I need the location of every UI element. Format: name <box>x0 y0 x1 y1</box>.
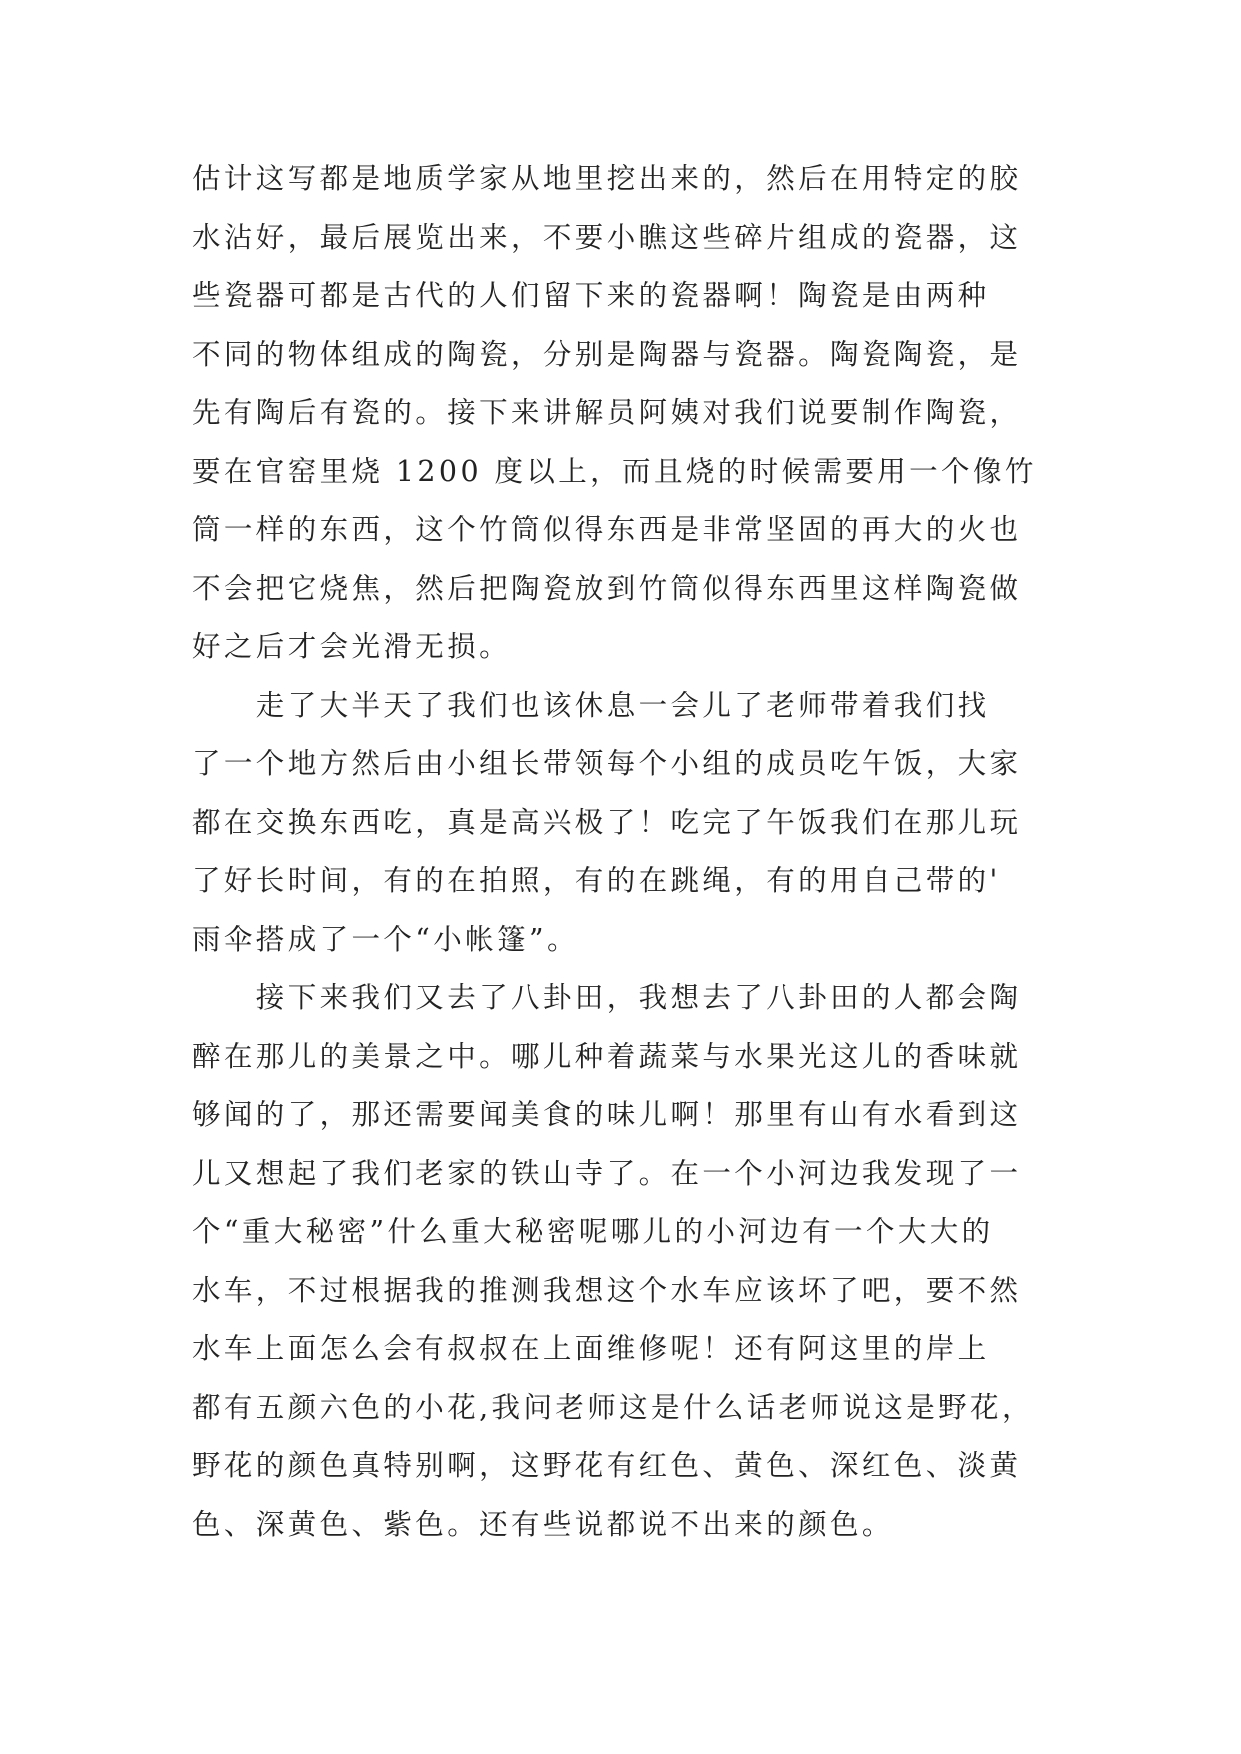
text-line: 水车，不过根据我的推测我想这个水车应该坏了吧，要不然 <box>192 1273 1022 1307</box>
text-line: 雨伞搭成了一个“小帐篷”。 <box>192 922 579 956</box>
paragraph <box>192 150 1054 677</box>
text-line: 都在交换东西吃，真是高兴极了！吃完了午饭我们在那儿玩 <box>192 805 1022 839</box>
text-line: 筒一样的东西，这个竹筒似得东西是非常坚固的再大的火也 <box>192 513 1022 546</box>
text-line: 先有陶后有瓷的。接下来讲解员阿姨对我们说要制作陶瓷， <box>192 396 1022 429</box>
paragraph <box>192 677 1054 970</box>
text-line: 个“重大秘密”什么重大秘密呢哪儿的小河边有一个大大的 <box>192 1215 994 1248</box>
text-line: 了一个地方然后由小组长带领每个小组的成员吃午饭，大家 <box>192 747 1022 780</box>
text-line: 估计这写都是地质学家从地里挖出来的，然后在用特定的胶 <box>192 162 1022 195</box>
text-line: 野花的颜色真特别啊，这野花有红色、黄色、深红色、淡黄 <box>192 1449 1022 1482</box>
text-line: 够闻的了，那还需要闻美食的味儿啊！那里有山有水看到这 <box>192 1098 1022 1131</box>
text-line: 色、深黄色、紫色。还有些说都说不出来的颜色。 <box>192 1507 894 1541</box>
text-line: 水沾好，最后展览出来，不要小瞧这些碎片组成的瓷器，这 <box>192 220 1022 254</box>
text-line: 儿又想起了我们老家的铁山寺了。在一个小河边我发现了一 <box>192 1156 1022 1190</box>
text-line: 醉在那儿的美景之中。哪儿种着蔬菜与水果光这儿的香味就 <box>192 1039 1022 1073</box>
body-text <box>192 150 1054 1554</box>
text-line: 走了大半天了我们也该休息一会儿了老师带着我们找 <box>192 688 990 722</box>
text-line: 不会把它烧焦，然后把陶瓷放到竹筒似得东西里这样陶瓷做 <box>192 571 1022 605</box>
text-line: 好之后才会光滑无损。 <box>192 630 512 663</box>
text-line: 不同的物体组成的陶瓷，分别是陶器与瓷器。陶瓷陶瓷，是 <box>192 337 1022 371</box>
text-line: 要在官窑里烧 1200 度以上，而且烧的时候需要用一个像竹 <box>192 454 1037 488</box>
text-line: 水车上面怎么会有叔叔在上面维修呢！还有阿这里的岸上 <box>192 1332 990 1365</box>
paragraph <box>192 969 1054 1554</box>
text-line: 了好长时间，有的在拍照，有的在跳绳，有的用自己带的' <box>192 864 1001 897</box>
text-line: 都有五颜六色的小花,我问老师这是什么话老师说这是野花， <box>192 1390 1034 1424</box>
text-line: 些瓷器可都是古代的人们留下来的瓷器啊！陶瓷是由两种 <box>192 279 990 312</box>
text-line: 接下来我们又去了八卦田，我想去了八卦田的人都会陶 <box>192 981 1022 1014</box>
